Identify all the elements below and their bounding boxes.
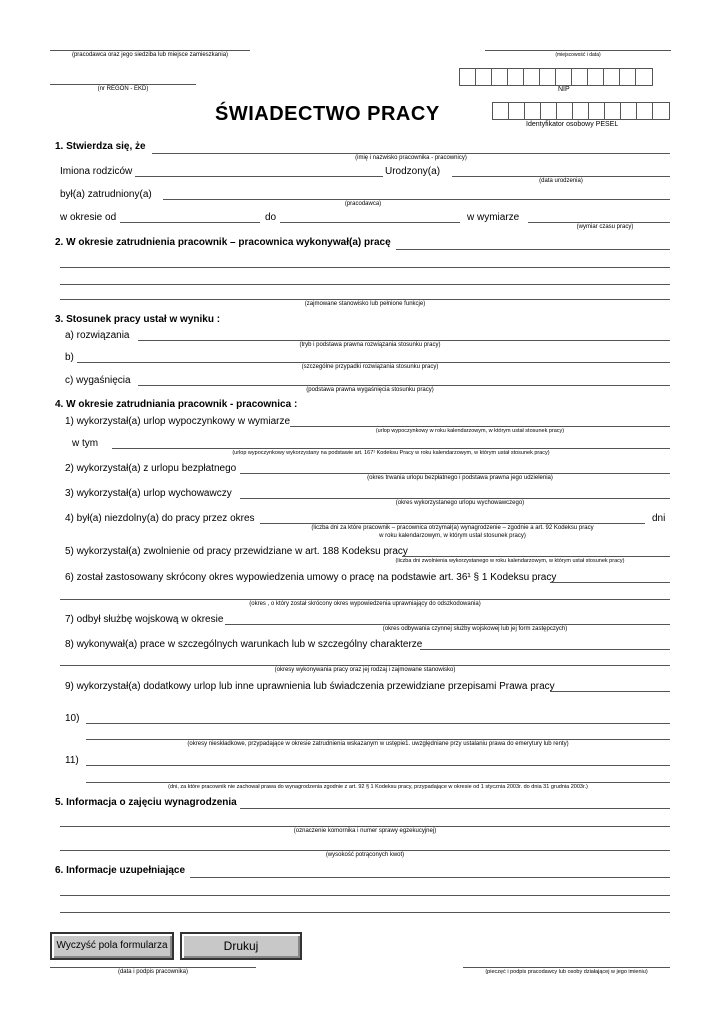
item-8-field-1[interactable] (420, 649, 670, 650)
supplementary-field-3[interactable] (60, 912, 670, 913)
item-4-label: 4) był(a) niezdolny(a) do pracy przez okres (65, 513, 255, 524)
item-9-label: 9) wykorzystał(a) dodatkowy urlop lub inne uprawnienia lub świadczenia przewidziane przepisami Prawa pracy (65, 681, 555, 692)
item-11-caption: (dni, za które pracownik nie zachował prawa do wynagrodzenia zgodnie z art. 92 § 1 Kodeksu pracy, przypadające w okresie od 1 stycznia 2003r. do dnia 31 grudnia 2003r.) (168, 784, 588, 790)
item-6-caption: (okres , o który został skrócony okres wypowiedzenia uprawniający do odszkodowania) (249, 601, 481, 607)
item-4-suffix: dni (652, 513, 666, 524)
item-8-label: 8) wykonywał(a) prace w szczególnych warunkach lub w szczególny charakterze (65, 639, 423, 650)
employee-signature-field[interactable] (50, 967, 256, 968)
section-5-heading: 5. Informacja o zajęciu wynagrodzenia (55, 797, 237, 808)
item-2-label: 2) wykorzystał(a) z urlopu bezpłatnego (65, 463, 237, 474)
item-3-field[interactable] (240, 498, 670, 499)
item-10-label: 10) (65, 713, 80, 724)
pesel-label: Identyfikator osobowy PESEL (526, 121, 619, 128)
document-title: ŚWIADECTWO PRACY (215, 103, 440, 125)
regon-field[interactable] (50, 84, 196, 85)
item-2-caption: (okres trwania urlopu bezpłatnego i podstawa prawna jego udzielenia) (367, 475, 553, 481)
position-caption: (zajmowane stanowisko lub pełnione funkcje) (304, 301, 426, 307)
garnishment-field-1[interactable] (240, 808, 670, 809)
item-3-label: 3) wykorzystał(a) urlop wychowawczy (65, 488, 232, 499)
item-5-label: 5) wykorzystał(a) zwolnienie od pracy przewidziane w art. 188 Kodeksu pracy (65, 546, 408, 557)
item-1b-label: w tym (72, 438, 99, 449)
supplementary-field-2[interactable] (60, 895, 670, 896)
item-1b-caption: (urlop wypoczynkowy wykorzystany na podstawie art. 167¹ Kodeksu Pracy w roku kalendarzowym, w którym ustał stosunek pracy) (232, 450, 550, 456)
period-to-label: do (265, 212, 277, 223)
garnishment-caption-1: (oznaczenie komornika i numer sprawy egzekucyjnej) (293, 828, 437, 834)
item-7-field[interactable] (225, 624, 670, 625)
position-field-2[interactable] (60, 267, 670, 268)
dimension-field[interactable] (528, 222, 670, 223)
clear-form-button[interactable]: Wyczyść pola formularza (50, 932, 174, 960)
nip-label: NIP (558, 86, 570, 93)
born-label: Urodzony(a) (385, 166, 441, 177)
employer-caption: (pracodawca oraz jego siedziba lub miejsce zamieszkania) (71, 52, 229, 58)
employer-signature-caption: (pieczęć i podpis pracodawcy lub osoby działającej w jego imieniu) (485, 969, 648, 975)
employer-signature-field[interactable] (463, 967, 670, 968)
item-6-field-2[interactable] (60, 599, 670, 600)
item-9-field[interactable] (550, 691, 670, 692)
item-8-caption: (okresy wykonywania pracy oraz jej rodzaj i zajmowane stanowisko) (274, 667, 456, 673)
termination-caption: (tryb i podstawa prawna rozwiązania stosunku pracy) (299, 342, 441, 348)
garnishment-field-3[interactable] (60, 850, 670, 851)
section-2-heading: 2. W okresie zatrudnienia pracownik – pracownica wykonywał(a) pracę (55, 237, 391, 248)
parents-label: Imiona rodziców (60, 166, 133, 177)
pesel-boxes[interactable] (492, 102, 670, 120)
item-10-caption: (okresy nieskładkowe, przypadające w okresie zatrudnienia wskazanym w ustępie1. uwzględniane przy ustalaniu prawa do emerytury lub renty) (187, 741, 569, 747)
print-button[interactable]: Drukuj (180, 932, 302, 960)
dimension-label: w wymiarze (467, 212, 520, 223)
expiry-field[interactable] (138, 385, 670, 386)
period-from-field[interactable] (120, 222, 260, 223)
period-label: w okresie od (60, 212, 117, 223)
termination-field[interactable] (138, 340, 670, 341)
garnishment-field-2[interactable] (60, 826, 670, 827)
item-7-caption: (okres odbywania czynnej służby wojskowej lub jej form zastępczych) (382, 626, 568, 632)
item-11-field-2[interactable] (86, 782, 670, 783)
position-field-3[interactable] (60, 284, 670, 285)
period-to-field[interactable] (280, 222, 460, 223)
birth-date-caption: (data urodzenia) (539, 178, 583, 184)
item-8-field-2[interactable] (60, 665, 670, 666)
item-2-field[interactable] (240, 473, 670, 474)
item-5-caption: (liczba dni zwolnienia wykorzystanego w roku kalendarzowym, w którym ustał stosunek pracy) (395, 558, 625, 564)
section-3-heading: 3. Stosunek pracy ustał w wyniku : (55, 314, 221, 325)
parents-field[interactable] (135, 176, 383, 177)
item-10-field-1[interactable] (86, 723, 670, 724)
section-6-heading: 6. Informacje uzupełniające (55, 865, 186, 876)
item-7-label: 7) odbył służbę wojskową w okresie (65, 614, 224, 625)
item-4-caption-2: w roku kalendarzowym, w którym ustał stosunek pracy) (379, 533, 526, 539)
item-1-label: 1) wykorzystał(a) urlop wypoczynkowy w wymiarze (65, 416, 291, 427)
garnishment-caption-2: (wysokość potrąconych kwot) (325, 852, 405, 858)
section-1-heading: 1. Stwierdza się, że (55, 141, 146, 152)
item-6-field-1[interactable] (550, 582, 670, 583)
item-1-caption: (urlop wypoczynkowy w roku kalendarzowym, w którym ustał stosunek pracy) (375, 428, 565, 434)
employer-name-caption: (pracodawca) (344, 201, 382, 207)
birth-date-field[interactable] (452, 176, 670, 177)
position-field-4[interactable] (60, 299, 670, 300)
item-4-caption-1: (liczba dni za które pracownik – pracownica otrzymał(a) wynagrodzenie – zgodnie a art. 92 Kodeksu pracy (311, 525, 594, 531)
position-field-1[interactable] (396, 249, 670, 250)
item-4-field[interactable] (260, 523, 645, 524)
section-4-heading: 4. W okresie zatrudniania pracownik - pracownica : (55, 399, 298, 410)
item-1b-field[interactable] (112, 448, 670, 449)
item-5-field[interactable] (402, 556, 670, 557)
employer-name-field[interactable] (163, 199, 670, 200)
nip-boxes[interactable] (459, 68, 653, 86)
employee-signature-caption: (data i podpis pracownika) (117, 969, 189, 975)
regon-caption: (nr REGON - EKD) (97, 86, 149, 92)
special-cases-field[interactable] (77, 362, 670, 363)
place-date-field[interactable] (485, 50, 671, 51)
item-11-field-1[interactable] (86, 765, 670, 766)
item-10-field-2[interactable] (86, 739, 670, 740)
item-1-field[interactable] (290, 426, 670, 427)
employer-field[interactable] (50, 50, 250, 51)
item-6-label: 6) został zastosowany skrócony okres wypowiedzenia umowy o pracę na podstawie art. 36¹ § 1 Kodeksu pracy (65, 572, 557, 583)
supplementary-field-1[interactable] (190, 877, 670, 878)
employed-label: był(a) zatrudniony(a) (60, 189, 152, 200)
place-date-caption: (miejscowość i data) (555, 52, 601, 58)
special-cases-label: b) (65, 352, 74, 363)
item-11-label: 11) (65, 755, 79, 766)
dimension-caption: (wymiar czasu pracy) (576, 224, 634, 230)
employee-name-field[interactable] (152, 153, 670, 154)
employee-name-caption: (imię i nazwisko pracownika - pracownicy) (355, 155, 467, 161)
expiry-caption: (podstawa prawna wygaśnięcia stosunku pracy) (306, 387, 434, 393)
termination-label: a) rozwiązania (65, 330, 130, 341)
item-3-caption: (okres wykorzystanego urlopu wychowawczego) (395, 500, 525, 506)
expiry-label: c) wygaśnięcia (65, 375, 131, 386)
special-cases-caption: (szczególne przypadki rozwiązania stosunku pracy) (301, 364, 439, 370)
